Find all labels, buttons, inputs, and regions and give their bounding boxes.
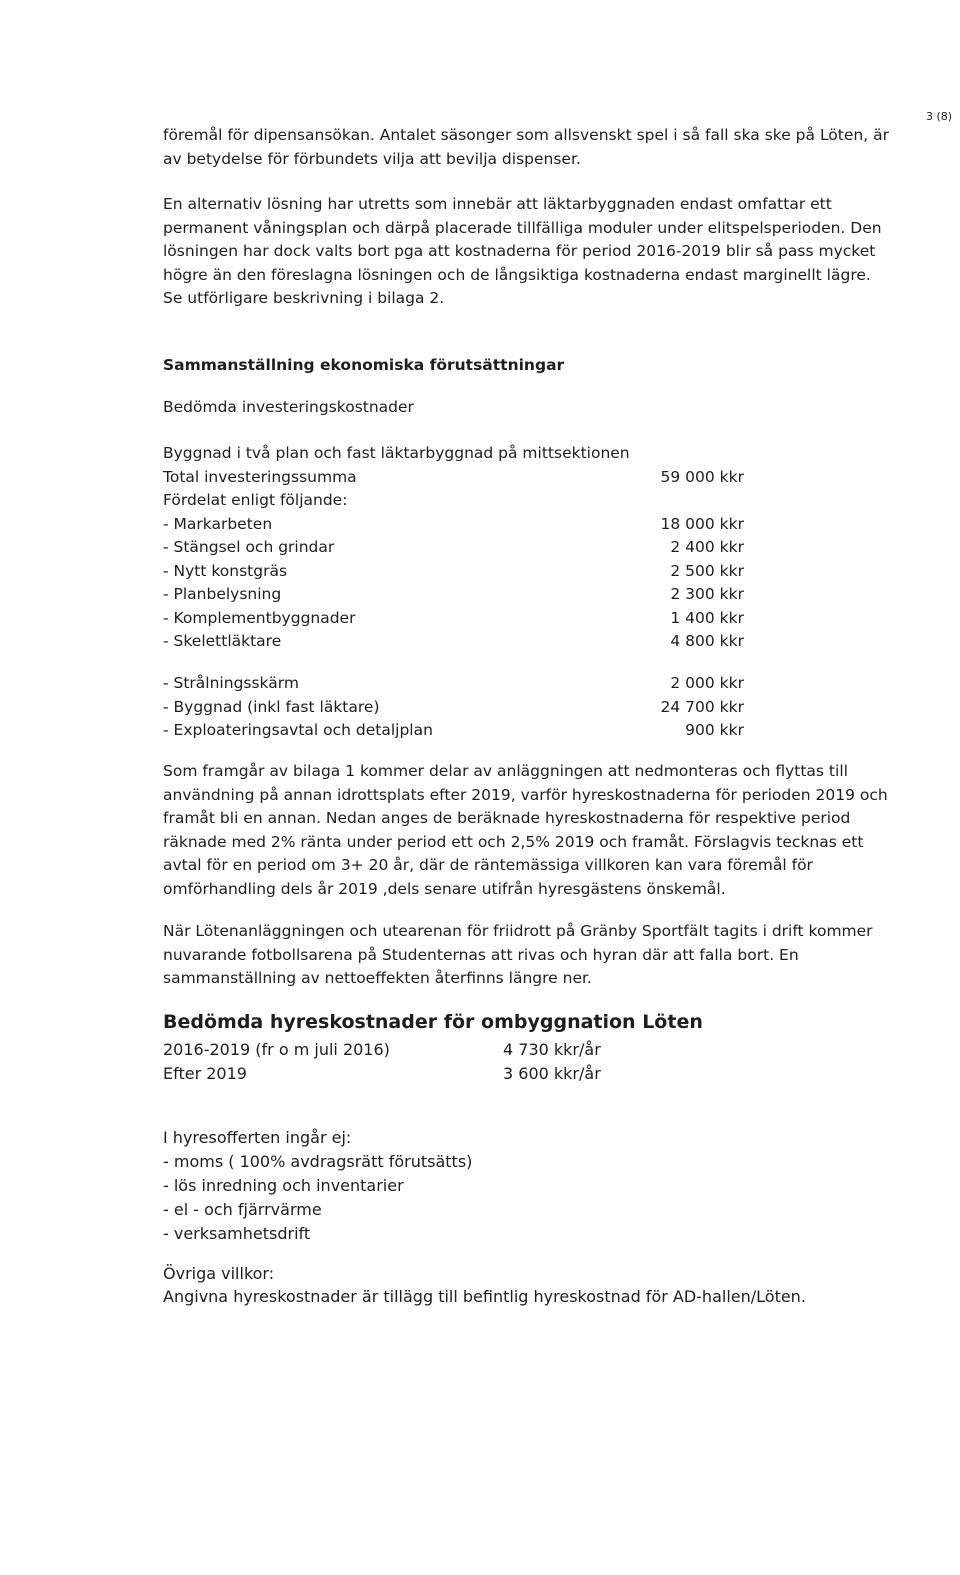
paragraph-line: När Lötenanläggningen och utearenan för friidrott på Gränby Sportfält tagits i drift kommer (163, 922, 873, 940)
cost-label: - Nytt konstgräs (163, 561, 288, 580)
cost-value: 2 000 kkr (670, 674, 744, 692)
paragraph-line: Som framgår av bilaga 1 kommer delar av anläggningen att nedmonteras och flyttas till (163, 762, 848, 780)
cost-value: 2 300 kkr (670, 585, 744, 603)
paragraph-line: nuvarande fotbollsarena på Studenternas att rivas och hyran där att falla bort. En (163, 945, 799, 964)
paragraph-line: räknade med 2% ränta under period ett och 2,5% 2019 och framåt. Förslagvis tecknas ett (163, 832, 864, 851)
rent-period: Efter 2019 (163, 1064, 247, 1083)
breakdown-label-row (163, 489, 744, 513)
paragraph-line: Se utförligare beskrivning i bilaga 2. (163, 289, 445, 307)
cost-row (163, 672, 744, 696)
cost-value: 2 500 kkr (670, 561, 744, 580)
paragraph-line: framåt bli en annan. Nedan anges de beräknade hyreskostnaderna för respektive period (163, 809, 851, 827)
intro-paragraph (163, 124, 889, 171)
paragraph-line: sammanställning av nettoeffekten återfinns längre ner. (163, 969, 592, 987)
excluded-list (163, 1126, 472, 1246)
other-heading: Övriga villkor: (163, 1264, 275, 1283)
excluded-item: - el - och fjärrvärme (163, 1200, 322, 1219)
rent-value: 3 600 kkr/år (503, 1064, 601, 1083)
excluded-item: - verksamhetsdrift (163, 1224, 311, 1243)
relocation-paragraph (163, 760, 888, 901)
cost-value: 4 800 kkr (670, 632, 744, 650)
investment-total-row (163, 466, 744, 490)
cost-label: - Komplementbyggnader (163, 608, 356, 627)
total-value: 59 000 kkr (660, 467, 744, 486)
cost-row (163, 583, 744, 607)
paragraph-line: avtal för en period om 3+ 20 år, där de räntemässiga villkoren kan vara föremål för (163, 856, 813, 874)
cost-label: - Skelettläktare (163, 632, 282, 650)
paragraph-line: användning på annan idrottsplats efter 2019, varför hyreskostnaderna för perioden 2019 och (163, 785, 888, 804)
paragraph-line: högre än den föreslagna lösningen och de långsiktiga kostnaderna endast marginellt lägre. (163, 265, 871, 284)
breakdown-label: Fördelat enligt följande: (163, 491, 348, 509)
other-terms (163, 1262, 806, 1308)
excluded-item: - moms ( 100% avdragsrätt förutsätts) (163, 1152, 473, 1171)
total-label: Total investeringssumma (163, 467, 357, 486)
investment-intro: Byggnad i två plan och fast läktarbyggnad på mittsektionen (163, 444, 630, 462)
cost-value: 2 400 kkr (670, 538, 744, 556)
rent-period: 2016-2019 (fr o m juli 2016) (163, 1040, 390, 1059)
paragraph-line: En alternativ lösning har utretts som innebär att läktarbyggnaden endast omfattar ett (163, 195, 832, 213)
excluded-item: - lös inredning och inventarier (163, 1176, 404, 1195)
cost-row (163, 513, 744, 537)
cost-row (163, 630, 744, 654)
cost-value: 18 000 kkr (660, 514, 744, 533)
studenternas-paragraph (163, 920, 873, 991)
paragraph-line: omförhandling dels år 2019 ,dels senare utifrån hyresgästens önskemål. (163, 879, 726, 898)
investment-table-continued (163, 672, 744, 743)
cost-value: 900 kkr (685, 721, 744, 739)
cost-value: 24 700 kkr (660, 697, 744, 716)
paragraph-line: av betydelse för förbundets vilja att bevilja dispenser. (163, 149, 581, 168)
paragraph-line: föremål för dipensansökan. Antalet säsonger som allsvenskt spel i så fall ska ske på Löten, är (163, 126, 889, 144)
cost-label: - Markarbeten (163, 514, 273, 533)
paragraph-line: lösningen har dock valts bort pga att kostnaderna för period 2016-2019 blir så pass mycket (163, 242, 876, 260)
cost-row (163, 607, 744, 631)
investment-subheading: Bedömda investeringskostnader (163, 398, 414, 416)
other-text: Angivna hyreskostnader är tillägg till befintlig hyreskostnad för AD-hallen/Löten. (163, 1287, 806, 1306)
cost-label: - Byggnad (inkl fast läktare) (163, 697, 380, 716)
rent-value: 4 730 kkr/år (503, 1040, 601, 1059)
cost-label: - Stängsel och grindar (163, 538, 335, 556)
excluded-heading: I hyresofferten ingår ej: (163, 1128, 352, 1147)
cost-label: - Strålningsskärm (163, 674, 299, 692)
cost-row (163, 719, 744, 743)
rent-heading: Bedömda hyreskostnader för ombyggnation Löten (163, 1011, 703, 1033)
summary-heading: Sammanställning ekonomiska förutsättningar (163, 356, 565, 374)
alternative-solution-paragraph (163, 193, 882, 311)
investment-table (163, 442, 744, 654)
investment-intro-row (163, 442, 744, 466)
paragraph-line: permanent våningsplan och därpå placerade tillfälliga moduler under elitspelsperioden. Den (163, 218, 882, 237)
cost-value: 1 400 kkr (670, 608, 744, 627)
cost-row (163, 560, 744, 584)
cost-label: - Exploateringsavtal och detaljplan (163, 721, 433, 739)
page-number: 3 (8) (926, 110, 953, 123)
cost-row (163, 696, 744, 720)
cost-label: - Planbelysning (163, 585, 282, 603)
cost-row (163, 536, 744, 560)
